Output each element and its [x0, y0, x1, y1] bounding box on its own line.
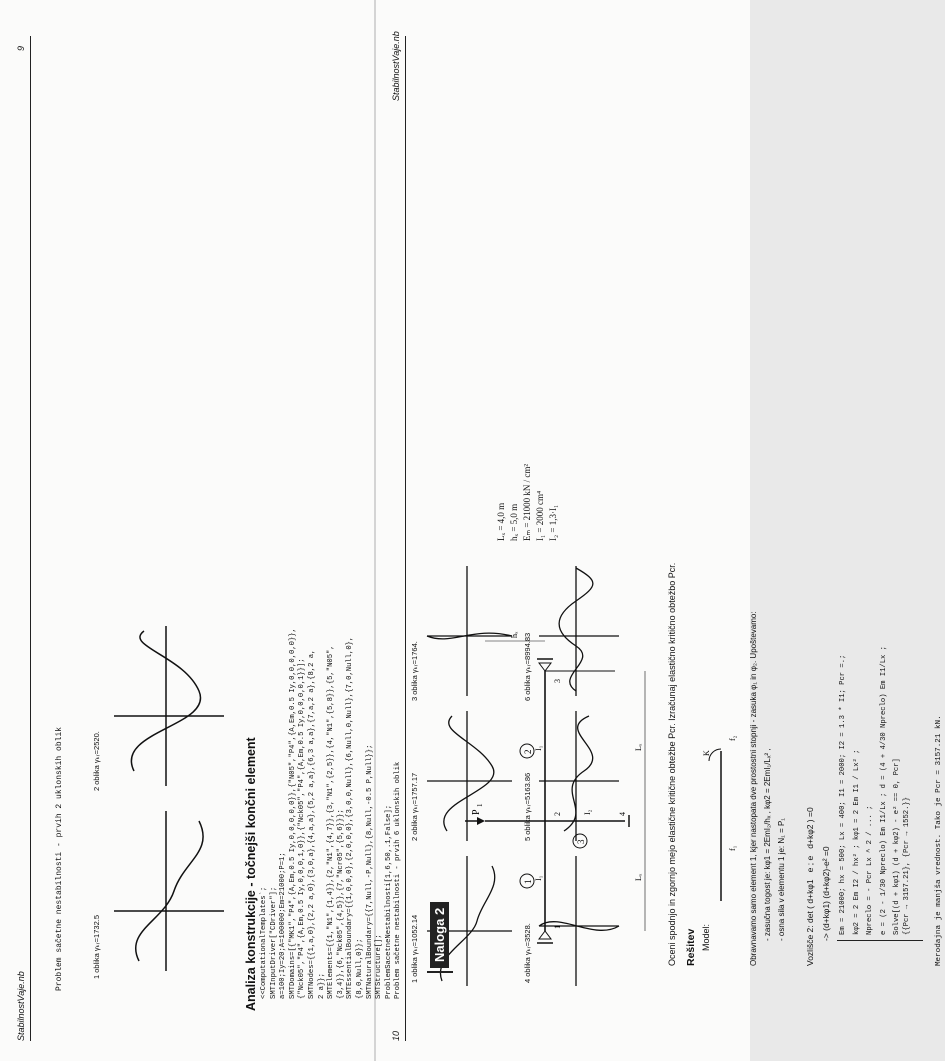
mode-c2-caption: 5 oblika γₖᵣ=5163.86: [523, 772, 532, 841]
code-line: SMTEssentialBoundary={{1,0,0,0},{2,0,0,0},{3,0,0,Null},{6,Null,0,Null},{7,0,Null,0},: [346, 636, 355, 999]
model-dof-f1: f₁: [728, 845, 737, 851]
code-line: SMTStructure[];: [375, 934, 384, 999]
code-cell-bracket: [837, 940, 923, 941]
solve-code-block: [839, 646, 913, 935]
parameter-item: Eₘ = 21000 kN / cm²: [522, 463, 532, 541]
node-label-2: 2: [553, 812, 562, 816]
height-label: hₓ: [510, 631, 519, 638]
code-line: <<ComputationalTemplates`;: [260, 886, 268, 999]
model-label: Model:: [701, 923, 711, 951]
code-line: SMTElements={{1,"N1",{1,4}},{2,"N1",{4,7}},{3,"N1",{2,5}},{4,"N1",{5,8}},{5,"N05",: [327, 645, 336, 999]
left-header-page-number: 9: [16, 45, 26, 51]
parameter-item: Lₓ = 4,0 m: [496, 502, 506, 541]
matrix-bracket-icon: ( d+kφ1 e ; e d+kφ2 ): [805, 819, 815, 909]
resitev-heading: Rešitev: [685, 928, 697, 966]
parameter-list: [495, 464, 560, 541]
mode-b2-caption: 2 oblika γₖᵣ=1757.17: [410, 772, 419, 841]
parameter-item: I₁ = 2000 cm⁴: [535, 490, 545, 541]
left-header-filename: StabilnostVaje.nb: [16, 971, 26, 1041]
model-dof-f2: f₂: [728, 735, 737, 741]
code-line: SMTNaturalBoundary={{7,Null,-P,Null},{8,Null,-0.5 P,Null}};: [365, 744, 374, 999]
code-line: kφ2 = 2 Em I2 / hx² ; kφ1 = 2 Em I1 / Lx² ;: [852, 749, 861, 935]
bullet-axial-force: - osna sila v elementu 1 je: N₁ = P₁: [777, 817, 786, 941]
element-label-3: 3: [576, 839, 586, 844]
code-line: {8,0,Null,0}};: [355, 938, 364, 999]
code-line: {"Nck05","P4",{A,Em,0.5 Iy,0,0,0,1,0}},{"Nck05","P4",{A,Em,0.5 Iy,0,0,0,0,1}}];: [298, 658, 307, 999]
code-line: SMTNodes={{1,a,0},{2,2 a,0},{3,0,a},{4,a,a},{5,2 a,a},{6,3 a,a},{7,a,2 a},{8,2 a,: [307, 649, 316, 999]
mode-shape-a1: [104, 811, 234, 971]
right-header-rule: [405, 36, 406, 1041]
determinant-result: =0: [805, 807, 815, 817]
problem1-title: Problem sačetne nestabilnosti - prvih 2 uklonskih oblik: [55, 726, 64, 991]
code-line: {3,4}},{6,"Nck05",{4,5}},{7,"Ncr05",{5,6}}};: [336, 809, 345, 999]
moment-I1-right: I₁: [534, 745, 543, 751]
task-text: Oceni spodnjo in zgornjo mejo elastične kritične obtežbe Pcr. Izračunaj elastično kritično obtežbo Pcr.: [667, 562, 677, 966]
node-label-3: 3: [553, 679, 562, 683]
determinant-expansion: -> (d+kφ1) (d+kφ2)-e² =0: [821, 846, 831, 941]
mode-b1-caption: 1 oblika γₖᵣ=1052.14: [410, 914, 419, 983]
mode-c1-caption: 4 oblika γₖᵣ=3528.: [523, 923, 532, 983]
frame-figure: [465, 621, 655, 951]
naloga-marker: [427, 971, 453, 973]
load-label-sub: 1: [476, 803, 484, 807]
model-spring-k: K: [702, 750, 711, 756]
node-label-1: 1: [553, 925, 562, 929]
left-header-rule: [30, 36, 31, 1041]
parameter-item: I₂ = 1,3·I₁: [548, 504, 558, 541]
code-line: 2 a}};: [317, 973, 326, 999]
code-line: SMTDomains=[{"MK1","P4",{A,Em,0.5 Iy,0,0,0,0,0}},{"N05","P4",{A,Em,0.5 Iy,0,0,0,0,0}},: [288, 628, 297, 999]
determinant-label: Vozlišče 2: det: [805, 911, 815, 966]
code-line: e = (2 - 1/30 Npreclo) Em I1/Lx ; d = (4 + 4/30 Npreclo) Em I1/Lx ;: [879, 646, 888, 935]
model-figure: [701, 711, 741, 911]
load-label: P: [471, 809, 482, 815]
span-label-left: Lₓ: [634, 873, 643, 881]
analysis-text: Obravnavamo samo element 1, kjer nastopata dve prostostni stopnji - zasuka φ₁ in φ₂. Upoštevamo:: [749, 611, 758, 966]
mode-shape-a2: [104, 626, 234, 786]
element-label-2: 2: [523, 749, 533, 754]
mode-a2-caption: 2 oblika γₖᵣ=2520.: [92, 731, 101, 791]
naloga-title: Naloga 2: [430, 902, 449, 968]
code-line: Problem sačetne nestabilnosti - prvih 6 uklonskih oblik: [394, 761, 403, 999]
code-line: Em = 21000; hx = 500; Lx = 400; I1 = 2000; I2 = 1.3 * I1; Pcr =.;: [839, 654, 847, 935]
mode-b3-caption: 3 oblika γₖᵣ=1764.: [410, 641, 419, 701]
determinant-equation: [805, 807, 815, 966]
node-label-4: 4: [618, 812, 627, 816]
code-line: Solve[(d + kφ1) (d + kφ2) - e² == 0, Pcr]: [893, 758, 902, 935]
mode-c3-caption: 6 oblika γₖᵣ=8994.83: [523, 632, 532, 701]
bullet-stiffness: - zasučna togost je: kφ1 = 2EmI₂/hₓ , kφ2 = 2EmI₁/Lₓ² ,: [763, 748, 772, 941]
code-line: ProblemSacetneNestabilnosti[1,6,50,.1,False];: [384, 804, 393, 999]
right-header-filename: StabilnostVaje.nb: [391, 31, 401, 101]
code-output: {{Pcr → 3157.21}, {Pcr → 1552.}}: [902, 796, 911, 935]
code-line: Npreclo = - Pcr Lx ^ 2 / ... ;: [866, 805, 875, 935]
right-page: [375, 0, 943, 1061]
code-line: SMTInputDriver["CDriver"];: [269, 886, 278, 999]
moment-I1-left: I₁: [534, 875, 543, 881]
mode-a1-caption: 1 oblika γₖᵣ=1732.5: [92, 915, 101, 979]
element-label-1: 1: [523, 879, 533, 884]
moment-I2: I₂: [583, 809, 592, 815]
parameter-item: hₓ = 5,0 m: [509, 503, 519, 541]
code-line: a=100;Iy=20;A=100000;Em=21000;P=1;: [279, 852, 288, 999]
conclusion-text: Merodajna je manjša vrednost. Tako je Pcr = 3157.21 kN.: [935, 715, 943, 966]
span-label-right: Lₓ: [634, 743, 643, 751]
section-title: Analiza konstrukcije - točnejši končni element: [244, 737, 258, 1011]
right-header-page-number: 10: [391, 1030, 401, 1041]
